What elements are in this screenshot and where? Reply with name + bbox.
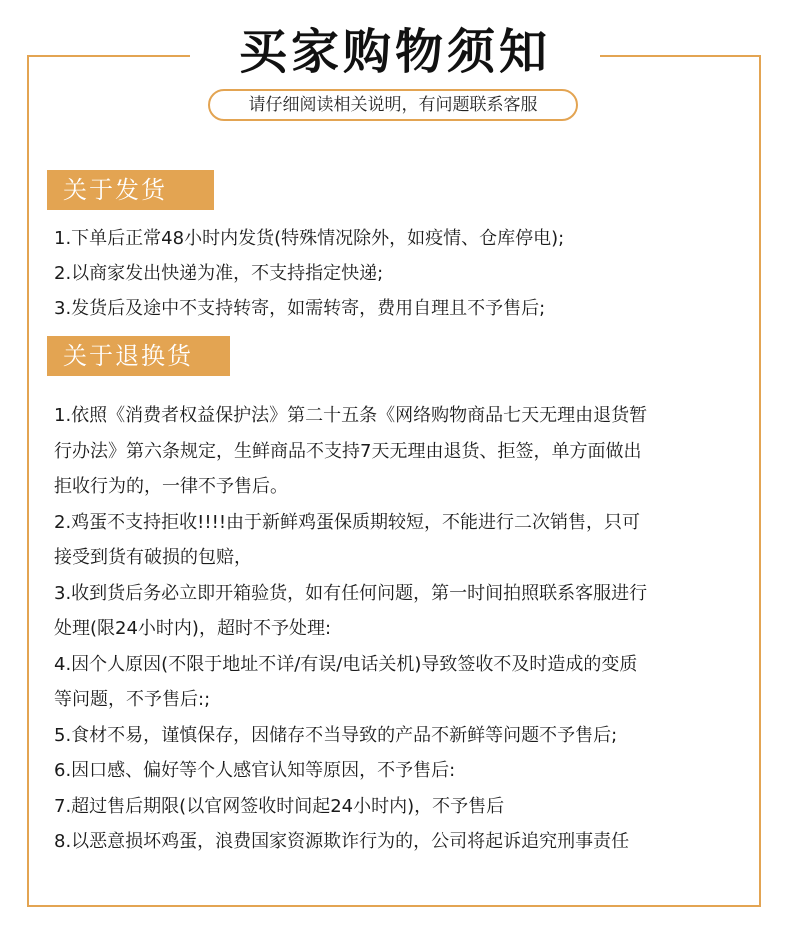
list-item: 4.因个人原因(不限于地址不详/有误/电话关机)导致签收不及时造成的变质 [54, 653, 638, 675]
list-item: 等问题，不予售后:; [54, 689, 211, 710]
page-title: 买家购物须知 [238, 24, 551, 80]
title-container [190, 20, 600, 84]
list-item: 1.依照《消费者权益保护法》第二十五条《网络购物商品七天无理由退货暂 [54, 405, 648, 426]
list-item: 2.鸡蛋不支持拒收!!!!由于新鲜鸡蛋保质期较短，不能进行二次销售，只可 [54, 511, 641, 533]
list-item: 6.因口感、偏好等个人感官认知等原因，不予售后: [54, 760, 456, 781]
list-item: 拒收行为的，一律不予售后。 [54, 476, 288, 497]
list-item: 3.发货后及途中不支持转寄，如需转寄，费用自理且不予售后; [54, 298, 546, 319]
subtitle-pill: 请仔细阅读相关说明，有问题联系客服 [208, 89, 578, 121]
list-item: 2.以商家发出快递为准，不支持指定快递; [54, 263, 384, 284]
section-heading-shipping: 关于发货 [47, 170, 214, 210]
list-item: 行办法》第六条规定，生鲜商品不支持7天无理由退货、拒签，单方面做出 [54, 440, 642, 462]
list-item: 处理(限24小时内)，超时不予处理: [54, 618, 332, 639]
returns-rules-list [54, 398, 734, 860]
list-item: 1.下单后正常48小时内发货(特殊情况除外，如疫情、仓库停电); [54, 228, 565, 249]
list-item: 3.收到货后务必立即开箱验货，如有任何问题，第一时间拍照联系客服进行 [54, 582, 648, 604]
list-item: 5.食材不易，谨慎保存，因储存不当导致的产品不新鲜等问题不予售后; [54, 724, 618, 746]
list-item: 接受到货有破损的包赔， [54, 547, 252, 568]
section-heading-returns: 关于退换货 [47, 336, 230, 376]
list-item: 7.超过售后期限(以官网签收时间起24小时内)，不予售后 [54, 795, 505, 817]
shipping-rules-list [54, 221, 734, 326]
list-item: 8.以恶意损坏鸡蛋，浪费国家资源欺诈行为的，公司将起诉追究刑事责任 [54, 831, 630, 852]
